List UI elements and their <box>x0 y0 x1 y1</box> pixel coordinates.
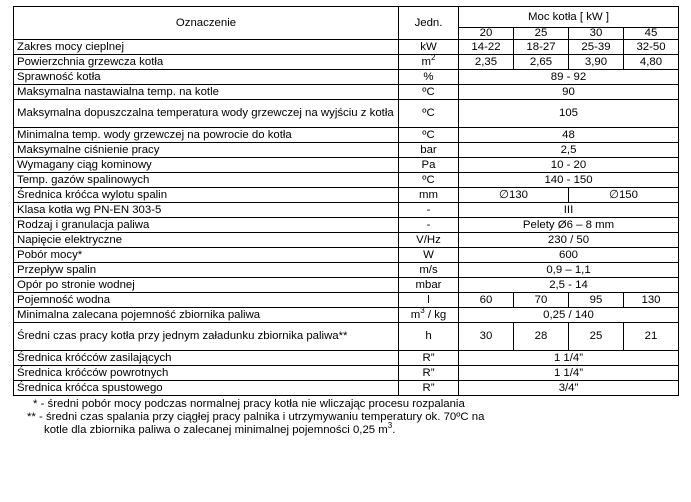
row-label: Średnica króćca spustowego <box>14 381 399 396</box>
value-cell: 10 - 20 <box>459 158 679 173</box>
table-row <box>14 218 679 233</box>
unit-suffix: / kg <box>424 308 447 321</box>
value-cell: III <box>459 203 679 218</box>
row-unit <box>399 218 459 233</box>
row-label: Opór po stronie wodnej <box>14 278 399 293</box>
row-unit <box>399 351 459 366</box>
unit-text: m/s <box>419 263 438 276</box>
value-cell: 1 1/4” <box>459 366 679 381</box>
row-label: Zakres mocy cieplnej <box>14 40 399 55</box>
unit-text: R” <box>422 366 435 379</box>
value-cell: 18-27 <box>514 40 569 55</box>
table-row <box>14 85 679 100</box>
power-30-header: 30 <box>569 28 624 40</box>
row-unit <box>399 305 459 323</box>
value-cell: 130 <box>624 293 679 308</box>
table-row <box>14 233 679 248</box>
row-label: Powierzchnia grzewcza kotła <box>14 55 399 70</box>
unit-text: mbar <box>415 278 442 291</box>
row-unit <box>399 278 459 293</box>
value-cell: 230 / 50 <box>459 233 679 248</box>
unit-text: V/Hz <box>416 233 441 246</box>
footnote-burn-time-sup: 3 <box>387 421 393 431</box>
unit-text: ºC <box>422 128 435 141</box>
value-cell: 600 <box>459 248 679 263</box>
footnote-burn-time: ** - średni czas spalania przy ciągłej pracy palnika i utrzymywaniu temperatury ok. 70ºC na <box>27 411 485 423</box>
row-label: Średnica króćców zasilających <box>14 351 399 366</box>
row-label: Średnica króćców powrotnych <box>14 366 399 381</box>
row-label: Temp. gazów spalinowych <box>14 173 399 188</box>
row-label: Pojemność wodna <box>14 293 399 308</box>
footnote-power: * - średni pobór mocy podczas normalnej pracy kotła nie wliczając procesu rozpalania <box>33 398 465 410</box>
table-row <box>14 381 679 396</box>
unit-sup: 2 <box>431 52 436 62</box>
table-row <box>14 323 679 351</box>
value-cell: 95 <box>569 293 624 308</box>
row-unit <box>399 203 459 218</box>
unit-text: ºC <box>422 107 435 119</box>
table-row <box>14 158 679 173</box>
value-cell: 14-22 <box>459 40 514 55</box>
power-45-header: 45 <box>624 28 679 40</box>
boiler-spec-table <box>13 6 679 396</box>
row-label: Minimalna zalecana pojemność zbiornika paliwa <box>14 308 399 323</box>
row-unit <box>399 263 459 278</box>
row-unit <box>399 323 459 351</box>
row-label: Średnica króćca wylotu spalin <box>14 188 399 203</box>
unit-text: mm <box>419 188 438 201</box>
value-cell: ∅130 <box>459 188 569 203</box>
footnote-burn-time-end: . <box>392 424 396 436</box>
value-cell: 1 1/4” <box>459 351 679 366</box>
value-cell: 140 - 150 <box>459 173 679 188</box>
table-row <box>14 351 679 366</box>
value-cell: 60 <box>459 293 514 308</box>
value-cell: 2,5 <box>459 143 679 158</box>
row-label: Sprawność kotła <box>14 70 399 85</box>
unit-text: Pa <box>421 158 436 171</box>
unit-text: - <box>426 203 431 216</box>
row-unit <box>399 188 459 203</box>
value-cell: Pelety Ø6 – 8 mm <box>459 218 679 233</box>
table-row <box>14 173 679 188</box>
unit-text: m <box>421 55 432 68</box>
table-row <box>14 70 679 85</box>
value-cell: 90 <box>459 85 679 100</box>
unit-text: - <box>426 218 431 231</box>
value-cell: 105 <box>459 100 679 128</box>
table-row <box>14 293 679 308</box>
value-cell: 2,35 <box>459 55 514 70</box>
row-unit <box>399 70 459 85</box>
table-row <box>14 366 679 381</box>
unit-header: Jedn. <box>399 7 459 40</box>
unit-text: bar <box>420 143 437 156</box>
value-cell: 0,9 – 1,1 <box>459 263 679 278</box>
table-row <box>14 100 679 128</box>
designation-header: Oznaczenie <box>14 7 399 40</box>
power-20-header: 20 <box>459 28 514 40</box>
table-row <box>14 263 679 278</box>
row-unit <box>399 143 459 158</box>
row-unit <box>399 233 459 248</box>
table-row <box>14 40 679 55</box>
unit-text: l <box>427 293 430 306</box>
value-cell: 25-39 <box>569 40 624 55</box>
row-unit <box>399 293 459 308</box>
value-cell: ∅150 <box>569 188 679 203</box>
table-body <box>14 7 679 396</box>
value-cell: 4,80 <box>624 55 679 70</box>
row-unit <box>399 85 459 100</box>
unit-text: R” <box>422 381 435 394</box>
row-label: Rodzaj i granulacja paliwa <box>14 218 399 233</box>
table-row <box>14 55 679 70</box>
unit-text: R” <box>422 351 435 364</box>
row-unit <box>399 40 459 55</box>
power-25-header: 25 <box>514 28 569 40</box>
table-row <box>14 188 679 203</box>
value-cell: 21 <box>624 323 679 351</box>
value-cell: 32-50 <box>624 40 679 55</box>
row-label: Maksymalna nastawialna temp. na kotle <box>14 85 399 100</box>
row-unit <box>399 381 459 396</box>
row-label: Średni czas pracy kotła przy jednym załadunku zbiornika paliwa** <box>14 323 399 351</box>
row-unit <box>399 100 459 128</box>
unit-text: W <box>423 248 434 261</box>
unit-text: h <box>425 330 432 342</box>
footnotes <box>13 398 678 437</box>
footnote-burn-time-text: kotle dla zbiornika paliwa o zalecanej minimalnej pojemności 0,25 m <box>44 424 388 436</box>
unit-sup: 3 <box>420 305 425 315</box>
value-cell: 25 <box>569 323 624 351</box>
table-row <box>14 203 679 218</box>
row-label: Napięcie elektryczne <box>14 233 399 248</box>
footnote-burn-time-cont <box>13 421 678 437</box>
unit-text: m <box>410 308 421 321</box>
value-cell: 70 <box>514 293 569 308</box>
spec-sheet <box>13 6 678 437</box>
row-label: Klasa kotła wg PN-EN 303-5 <box>14 203 399 218</box>
value-cell: 2,5 - 14 <box>459 278 679 293</box>
table-row <box>14 308 679 323</box>
value-cell: 89 - 92 <box>459 70 679 85</box>
row-label: Minimalna temp. wody grzewczej na powrocie do kotła <box>14 128 399 143</box>
row-unit <box>399 173 459 188</box>
unit-text: ºC <box>422 85 435 98</box>
row-label: Przepływ spalin <box>14 263 399 278</box>
unit-text: kW <box>420 40 437 53</box>
table-row <box>14 248 679 263</box>
row-unit <box>399 366 459 381</box>
table-row <box>14 143 679 158</box>
header-row-1 <box>14 7 679 28</box>
value-cell: 0,25 / 140 <box>459 308 679 323</box>
value-cell: 3,90 <box>569 55 624 70</box>
value-cell: 30 <box>459 323 514 351</box>
row-label: Maksymalna dopuszczalna temperatura wody grzewczej na wyjściu z kotła <box>14 100 399 128</box>
row-unit <box>399 158 459 173</box>
row-unit <box>399 248 459 263</box>
unit-text: ºC <box>422 173 435 186</box>
unit-text: % <box>423 70 434 83</box>
value-cell: 28 <box>514 323 569 351</box>
value-cell: 48 <box>459 128 679 143</box>
row-label: Pobór mocy* <box>14 248 399 263</box>
power-group-header: Moc kotła [ kW ] <box>459 7 679 28</box>
table-row <box>14 128 679 143</box>
value-cell: 3/4” <box>459 381 679 396</box>
table-row <box>14 278 679 293</box>
row-unit <box>399 52 459 70</box>
value-cell: 2,65 <box>514 55 569 70</box>
row-unit <box>399 128 459 143</box>
row-label: Wymagany ciąg kominowy <box>14 158 399 173</box>
row-label: Maksymalne ciśnienie pracy <box>14 143 399 158</box>
